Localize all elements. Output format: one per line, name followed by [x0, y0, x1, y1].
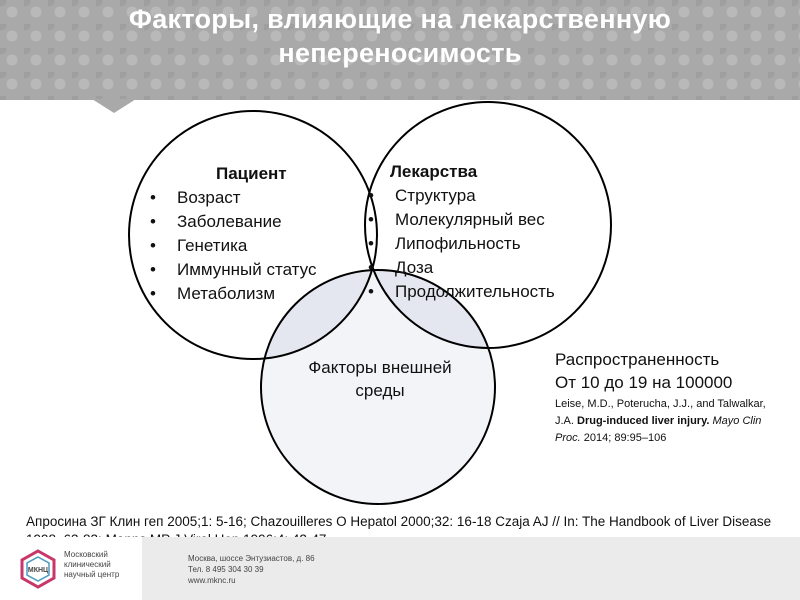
footer-website[interactable]: www.mknc.ru: [188, 576, 236, 585]
citation-tail: 2014; 89:95–106: [580, 432, 667, 444]
org-line: Московский: [64, 550, 108, 559]
patient-list: [150, 186, 316, 306]
prevalence-block: [555, 348, 785, 447]
prevalence-citation: [555, 396, 769, 447]
footer-phone: Тел. 8 495 304 30 39: [188, 565, 264, 574]
drugs-item: • Продолжительность: [368, 280, 555, 304]
drugs-item: • Структура: [368, 184, 555, 208]
citation-title: Drug-induced liver injury.: [577, 415, 710, 427]
footer-bar: [0, 537, 800, 600]
drugs-group: [368, 160, 555, 304]
patient-item: • Генетика: [150, 234, 316, 258]
drugs-item: • Молекулярный вес: [368, 208, 555, 232]
patient-header: Пациент: [216, 164, 287, 183]
patient-item: • Заболевание: [150, 210, 316, 234]
drugs-header: Лекарства: [390, 162, 478, 181]
prevalence-value: От 10 до 19 на 100000: [555, 373, 733, 392]
citation-authors: Leise, M.D., Poterucha, J.J., and Talwalkar, J.A.: [555, 398, 766, 427]
patient-group: [150, 162, 316, 306]
mknc-logo-icon: [18, 549, 58, 589]
prevalence-heading: Распространенность: [555, 350, 720, 369]
org-line: научный центр: [64, 570, 120, 579]
patient-item: • Метаболизм: [150, 282, 316, 306]
drugs-list: [368, 184, 555, 304]
org-name: [64, 550, 142, 580]
org-line: клинический: [64, 560, 111, 569]
footer-contact: [188, 553, 315, 586]
patient-item: • Возраст: [150, 186, 316, 210]
references-text: Апросина ЗГ Клин геп 2005;1: 5-16; Chazouilleres O Hepatol 2000;32: 16-18 Czaja AJ // In: The Handbook of Liver Disease: [26, 514, 772, 529]
footer-logo-cell: [0, 537, 142, 600]
logo-abbr: МКНЦ: [27, 567, 49, 574]
drugs-item: • Доза: [368, 256, 555, 280]
environment-label: Факторы внешней среды: [308, 358, 452, 400]
footer-address: Москва, шоссе Энтузиастов, д. 86: [188, 554, 315, 563]
citation-journal: Mayo Clin Proc.: [555, 415, 762, 444]
patient-item: • Иммунный статус: [150, 258, 316, 282]
drugs-item: • Липофильность: [368, 232, 555, 256]
slide-title: Факторы, влияющие на лекарственную непереносимость: [128, 4, 672, 68]
